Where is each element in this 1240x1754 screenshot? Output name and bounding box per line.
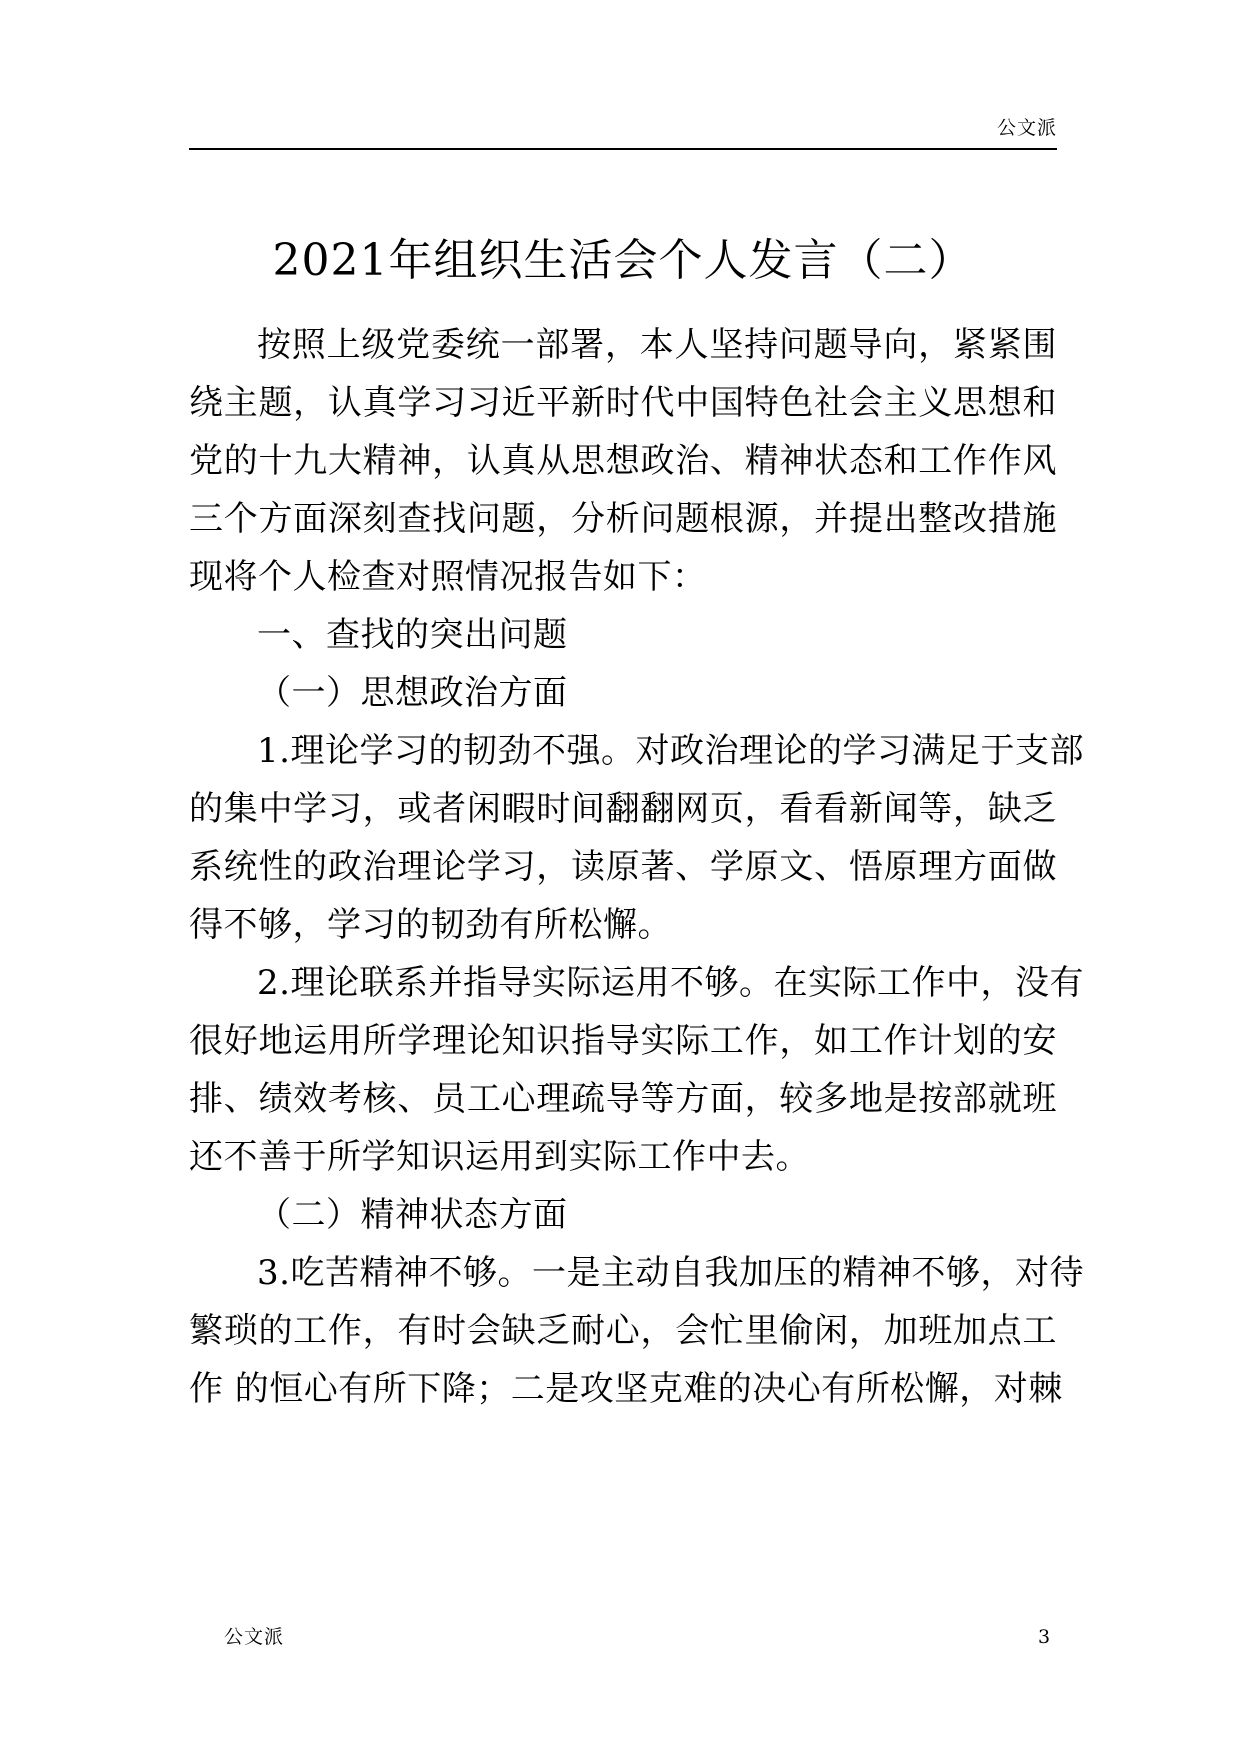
item-text: 理论联系并指导实际运用不够。在实际工作中，没有 — [290, 963, 1084, 1003]
paragraph-line: 绕主题，认真学习习近平新时代中国特色社会主义思想和 — [189, 383, 1057, 423]
header-brand: 公文派 — [996, 117, 1057, 139]
paragraph-line: 按照上级党委统一部署，本人坚持问题导向，紧紧围 — [257, 325, 1057, 365]
paragraph-line: 繁琐的工作，有时会缺乏耐心，会忙里偷闲，加班加点工 — [189, 1311, 1057, 1351]
section-heading: 一、查找的突出问题 — [257, 615, 568, 655]
paragraph-line: 还不善于所学知识运用到实际工作中去。 — [189, 1137, 810, 1177]
paragraph-line: 党的十九大精神，认真从思想政治、精神状态和工作作风 — [189, 441, 1057, 481]
header-divider — [189, 148, 1057, 150]
item-text: 理论学习的韧劲不强。对政治理论的学习满足于支部 — [290, 731, 1084, 771]
subsection-heading: （二）精神状态方面 — [257, 1195, 568, 1235]
title-year: 2021 — [272, 235, 389, 286]
paragraph-line: 很好地运用所学理论知识指导实际工作，如工作计划的安 — [189, 1021, 1057, 1061]
paragraph-line — [257, 726, 1084, 776]
item-number: 3. — [257, 1253, 291, 1293]
paragraph-line: 现将个人检查对照情况报告如下： — [189, 557, 707, 597]
subsection-heading: （一）思想政治方面 — [257, 673, 568, 713]
paragraph-line — [257, 1248, 1084, 1298]
page-number: 3 — [1038, 1626, 1051, 1648]
paragraph-line: 排、绩效考核、员工心理疏导等方面，较多地是按部就班 — [189, 1079, 1057, 1119]
item-number: 1. — [257, 731, 291, 771]
paragraph-line: 的集中学习，或者闲暇时间翻翻网页，看看新闻等，缺乏 — [189, 789, 1057, 829]
paragraph-line: 系统性的政治理论学习，读原著、学原文、悟原理方面做 — [189, 847, 1057, 887]
document-title — [189, 233, 1057, 289]
title-text: 年组织生活会个人发言（二） — [388, 235, 974, 286]
footer-brand: 公文派 — [224, 1626, 285, 1648]
paragraph-line — [257, 958, 1084, 1008]
item-number: 2. — [257, 963, 291, 1003]
paragraph-line: 得不够，学习的韧劲有所松懈。 — [189, 905, 672, 945]
paragraph-line: 三个方面深刻查找问题，分析问题根源，并提出整改措施 — [189, 499, 1057, 539]
paragraph-line: 作 的恒心有所下降；二是攻坚克难的决心有所松懈，对棘 — [189, 1369, 1063, 1409]
item-text: 吃苦精神不够。一是主动自我加压的精神不够，对待 — [290, 1253, 1084, 1293]
